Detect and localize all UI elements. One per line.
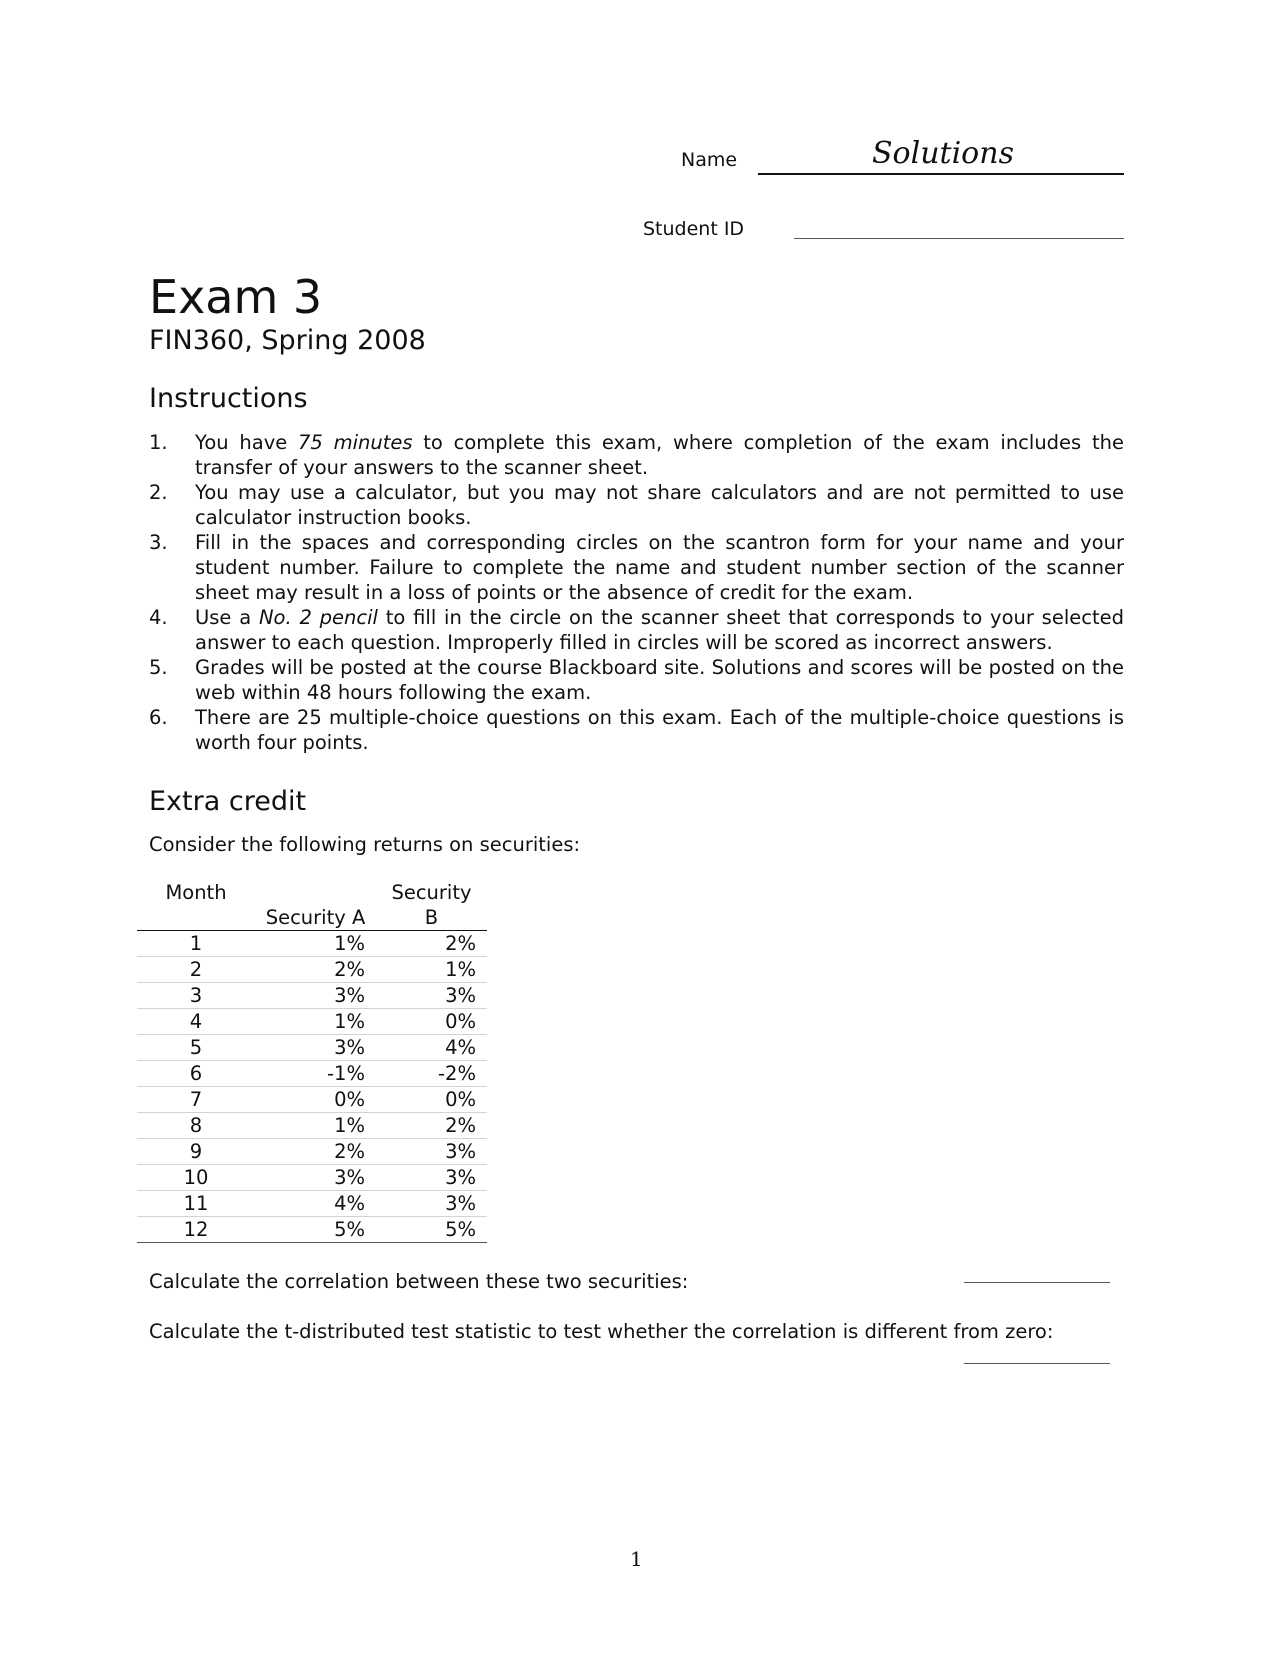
answer-line-t-statistic — [964, 1363, 1110, 1364]
table-row — [137, 1087, 487, 1113]
instruction-text: You may use a calculator, but you may not share calculators and are not permitted to use calculator instruction books. — [195, 481, 1124, 529]
instruction-text: Grades will be posted at the course Blackboard site. Solutions and scores will be posted on the web within 48 hours following the exam. — [195, 656, 1124, 704]
table-row — [137, 931, 487, 957]
security-b-cell: 0% — [376, 1087, 487, 1113]
instruction-item — [149, 430, 1124, 480]
instruction-number: 6. — [149, 706, 168, 729]
security-b-cell: 2% — [376, 1113, 487, 1139]
instructions-heading: Instructions — [149, 383, 308, 414]
security-a-cell: 1% — [255, 931, 376, 957]
security-a-cell: 0% — [255, 1087, 376, 1113]
security-b-cell: -2% — [376, 1061, 487, 1087]
security-a-cell: 3% — [255, 1035, 376, 1061]
security-a-cell: 1% — [255, 1009, 376, 1035]
instruction-number: 5. — [149, 656, 168, 679]
table-row — [137, 1191, 487, 1217]
name-value: Solutions — [872, 136, 1014, 171]
security-a-cell: 2% — [255, 957, 376, 983]
table-row — [137, 1217, 487, 1243]
page-number: 1 — [630, 1547, 643, 1571]
instruction-number: 3. — [149, 531, 168, 554]
instruction-item — [149, 705, 1124, 755]
month-cell: 10 — [137, 1165, 255, 1191]
table-row — [137, 1165, 487, 1191]
instruction-text: You have — [195, 431, 298, 454]
table-row — [137, 1035, 487, 1061]
extra-credit-intro: Consider the following returns on securities: — [149, 833, 581, 856]
name-label: Name — [681, 149, 738, 171]
month-cell: 6 — [137, 1061, 255, 1087]
answer-line-correlation — [964, 1282, 1110, 1283]
security-b-cell: 3% — [376, 1139, 487, 1165]
security-b-cell: 5% — [376, 1217, 487, 1243]
instruction-text: to fill in the circle on the scanner sheet that corresponds to your selected answer to each question. Improperly filled in circles will be scored as incorrect answers. — [195, 606, 1124, 654]
instruction-text: There are 25 multiple-choice questions on this exam. Each of the multiple-choice questions is worth four points. — [195, 706, 1124, 754]
table-row — [137, 983, 487, 1009]
returns-table — [137, 880, 487, 1243]
month-cell: 12 — [137, 1217, 255, 1243]
instruction-item — [149, 530, 1124, 605]
month-cell: 11 — [137, 1191, 255, 1217]
instruction-number: 2. — [149, 481, 168, 504]
returns-table-body — [137, 931, 487, 1243]
security-b-cell: 1% — [376, 957, 487, 983]
extra-credit-heading: Extra credit — [149, 786, 307, 817]
instruction-item — [149, 480, 1124, 530]
security-b-cell: 3% — [376, 1165, 487, 1191]
column-header-security-a: Security A — [255, 880, 376, 931]
page-title: Exam 3 — [149, 270, 323, 324]
security-a-cell: 4% — [255, 1191, 376, 1217]
instruction-text: Use a — [195, 606, 259, 629]
student-id-field-line — [794, 238, 1124, 239]
column-header-month: Month — [137, 880, 255, 931]
month-cell: 4 — [137, 1009, 255, 1035]
instruction-number: 4. — [149, 606, 168, 629]
instruction-item — [149, 655, 1124, 705]
security-a-cell: 3% — [255, 983, 376, 1009]
instruction-text: to complete this exam, where completion of the exam includes the transfer of your answers to the scanner sheet. — [195, 431, 1124, 479]
question-correlation: Calculate the correlation between these two securities: — [149, 1270, 689, 1293]
security-b-cell: 4% — [376, 1035, 487, 1061]
student-id-label: Student ID — [643, 218, 745, 240]
security-b-cell: 2% — [376, 931, 487, 957]
month-cell: 3 — [137, 983, 255, 1009]
table-row — [137, 1139, 487, 1165]
security-a-cell: 3% — [255, 1165, 376, 1191]
table-row — [137, 1009, 487, 1035]
table-row — [137, 1061, 487, 1087]
question-t-statistic: Calculate the t-distributed test statistic to test whether the correlation is different from zero: — [149, 1320, 1054, 1343]
instruction-emphasis: 75 minutes — [298, 431, 413, 454]
security-a-cell: 2% — [255, 1139, 376, 1165]
page-subtitle: FIN360, Spring 2008 — [149, 325, 426, 356]
table-row — [137, 957, 487, 983]
column-header-security-b: Security B — [376, 880, 487, 931]
instruction-number: 1. — [149, 431, 168, 454]
security-a-cell: 1% — [255, 1113, 376, 1139]
instruction-emphasis: No. 2 pencil — [258, 606, 378, 629]
security-b-cell: 3% — [376, 1191, 487, 1217]
security-a-cell: -1% — [255, 1061, 376, 1087]
table-row — [137, 1113, 487, 1139]
instructions-list — [149, 430, 1124, 755]
month-cell: 1 — [137, 931, 255, 957]
month-cell: 8 — [137, 1113, 255, 1139]
month-cell: 7 — [137, 1087, 255, 1113]
instruction-text: Fill in the spaces and corresponding circles on the scantron form for your name and your student number. Failure to complete the name and student number section of the scanner sheet may result in a loss of points or the absence of credit for the exam. — [195, 531, 1124, 604]
security-b-cell: 3% — [376, 983, 487, 1009]
month-cell: 9 — [137, 1139, 255, 1165]
security-b-cell: 0% — [376, 1009, 487, 1035]
month-cell: 2 — [137, 957, 255, 983]
instruction-item — [149, 605, 1124, 655]
month-cell: 5 — [137, 1035, 255, 1061]
security-a-cell: 5% — [255, 1217, 376, 1243]
